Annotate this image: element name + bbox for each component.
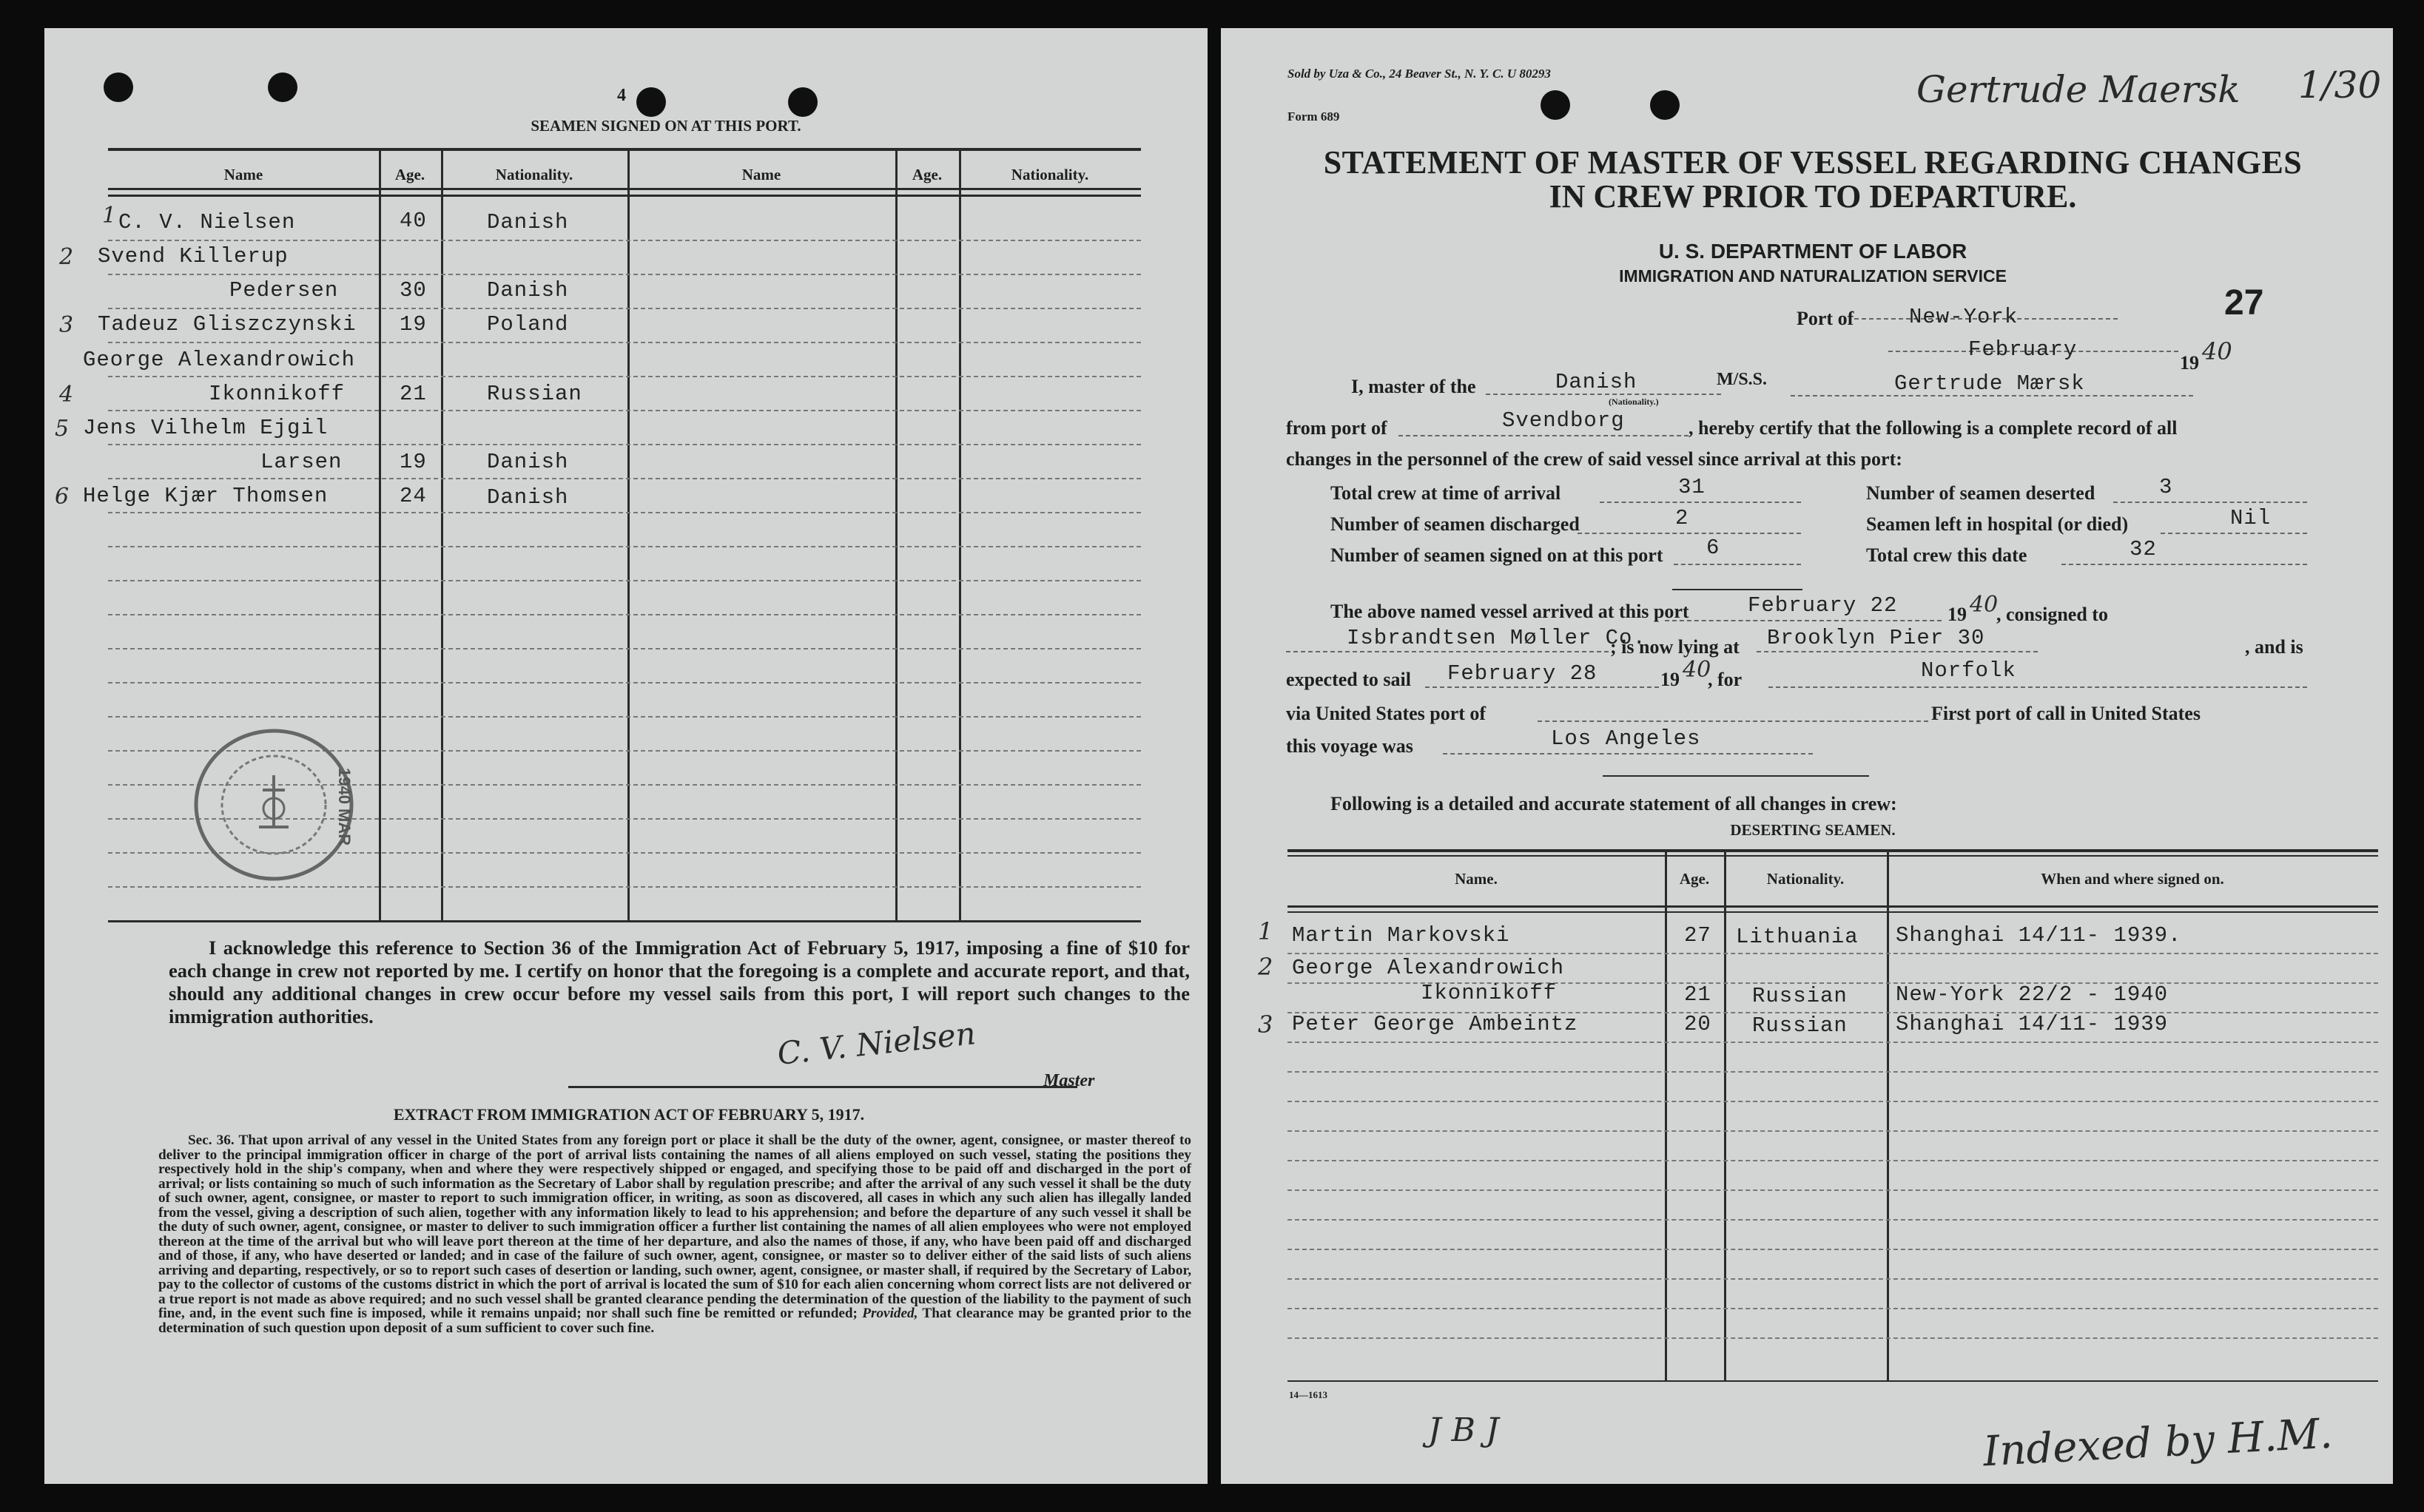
section-body: That upon arrival of any vessel in the United States from any foreign port or place it shall be the duty of the owner, agent, consignee, or master thereof to deliver to the principal immigration officer in charge of the port of arrival lists containing the names of all aliens employed on such vessel, stating the positions they respectively hold in the ship's company, when and where they were respectively shipped or engaged, and specifying those to be paid off and discharged in the port of arrival; or lists containing so much of such information as the Secretary of Labor shall by regulation prescribe; and after the arrival of any such vessel it shall be the duty of such owner, agent, consignee, or master to report to such immigration officer, in writing, as soon as discovered, all cases in which any such alien has illegally landed from the vessel, giving a description of such alien, together with any information likely to lead to his apprehension; and before the departure of any such vessel it shall be the duty of such owner, agent, consignee, or master to deliver to such immigration officer a further list containing the names of all alien employees who were not employed thereon at the time of the arrival but who will leave port thereon at the time of her departure, and also the names of those, if any, who have been paid off and discharged and of those, if any, who have deserted or landed; and in case of the failure of such owner, agent, consignee, or master so to deliver either of the said lists of such aliens arriving and departing, respectively, or so to report such cases of desertion or landing, such owner, agent, consignee, or master shall, if required by the Secretary of Labor, pay to the collector of customs of the customs district in which the port of arrival is located the sum of $10 for each alien concerning whom correct lists are not delivered or a true report is not made as above required; and no such vessel shall be granted clearance pending the determination of the question of the liability to the payment of such fine, and, in the event such fine is imposed, while it remains unpaid; nor shall such fine be remitted or refunded; — [158, 1133, 1191, 1321]
arrived-year-prefix: 19 — [1947, 604, 1967, 625]
deserter-name-cont: Ikonnikoff — [1421, 981, 1558, 1005]
deserted-value: 3 — [2159, 475, 2173, 499]
section-label: Sec. 36. — [188, 1133, 235, 1148]
deserter-name: Peter George Ambeintz — [1292, 1012, 1578, 1036]
deserter-nationality: Russian — [1752, 984, 1848, 1008]
col-header-name-2: Name — [741, 166, 781, 183]
consigned-label: , consigned to — [1996, 604, 2108, 625]
arrived-label: The above named vessel arrived at this port — [1330, 601, 1689, 622]
col-header-nationality: Nationality. — [495, 166, 573, 183]
form-title-line-1: STATEMENT OF MASTER OF VESSEL REGARDING CHANGES — [1323, 144, 2303, 180]
sail-year-prefix: 19 — [1660, 669, 1680, 690]
discharged-value: 2 — [1675, 506, 1689, 530]
deserter-signed-on: Shanghai 14/11- 1939 — [1896, 1012, 2169, 1036]
deserted-label: Number of seamen deserted — [1866, 482, 2095, 504]
seaman-age: 19 — [400, 312, 427, 337]
form-number: Form 689 — [1287, 109, 1340, 124]
section-title: SEAMEN SIGNED ON AT THIS PORT. — [531, 117, 801, 135]
consignee-value: Isbrandtsen Møller Co. — [1347, 626, 1646, 650]
signed-on-label: Number of seamen signed on at this port — [1330, 544, 1663, 566]
month-value: February — [1968, 337, 2078, 362]
seaman-name-cont: Larsen — [260, 450, 343, 474]
seaman-nationality: Danish — [487, 210, 569, 234]
col-header-name: Name. — [1455, 870, 1498, 888]
vessel-value: Gertrude Mærsk — [1894, 371, 2085, 396]
seaman-age: 24 — [400, 484, 427, 508]
row-number: 3 — [59, 312, 74, 338]
service: IMMIGRATION AND NATURALIZATION SERVICE — [1619, 266, 2007, 286]
seaman-age: 19 — [400, 450, 427, 474]
master-signature: C. V. Nielsen — [775, 1015, 977, 1072]
seaman-nationality: Danish — [487, 485, 569, 510]
arrived-date-value: February 22 — [1748, 593, 1898, 618]
deserter-nationality: Russian — [1752, 1013, 1848, 1038]
department: U. S. DEPARTMENT OF LABOR — [1658, 240, 1967, 263]
seaman-age: 40 — [400, 209, 427, 233]
page-number: 4 — [617, 86, 626, 105]
nationality-caption: (Nationality.) — [1609, 396, 1659, 407]
seaman-age: 21 — [400, 382, 427, 406]
for-label: , for — [1708, 669, 1743, 690]
sail-date-value: February 28 — [1447, 661, 1598, 686]
section-tail: That clearance may be granted prior to the determination of such question upon deposit of a sum sufficient to cover such fine. — [158, 1306, 1191, 1336]
punch-hole — [268, 72, 297, 102]
handwritten-initials: J B J — [1428, 1411, 1499, 1449]
row-number: 5 — [55, 416, 70, 442]
seaman-name-cont: Pedersen — [229, 278, 339, 303]
punch-hole — [1541, 90, 1570, 120]
left-form-page — [44, 28, 1208, 1484]
handwritten-vessel-name: Gertrude Maersk — [1916, 68, 2240, 111]
deserter-age: 21 — [1684, 982, 1711, 1007]
row-number: 1 — [1258, 917, 1273, 945]
seaman-nationality: Danish — [487, 450, 569, 474]
seaman-nationality: Danish — [487, 278, 569, 303]
certify-text-2: changes in the personnel of the crew of said vessel since arrival at this port: — [1286, 448, 1902, 470]
punch-hole — [104, 72, 133, 102]
total-crew-arrival-value: 31 — [1678, 475, 1706, 499]
seaman-name: Jens Vilhelm Ejgil — [83, 416, 329, 440]
row-number: 1 — [102, 203, 117, 229]
voyage-label: this voyage was — [1286, 735, 1413, 757]
punch-hole — [1650, 90, 1680, 120]
seaman-name-cont: Ikonnikoff — [209, 382, 346, 406]
punch-hole — [636, 87, 666, 117]
signed-on-value: 6 — [1706, 536, 1720, 560]
row-number: 4 — [59, 382, 74, 408]
row-number: 3 — [1258, 1010, 1273, 1039]
punch-hole — [788, 87, 818, 117]
port-value: New-York — [1909, 305, 2019, 329]
master-label: Master — [1043, 1071, 1095, 1090]
discharged-label: Number of seamen discharged — [1330, 513, 1580, 535]
sail-label: expected to sail — [1286, 669, 1411, 690]
deserter-age: 20 — [1684, 1012, 1711, 1036]
deserter-age: 27 — [1684, 923, 1711, 948]
stamp-date: 1940 MAR — [335, 768, 354, 846]
master-of-label: I, master of the — [1351, 376, 1476, 397]
deserter-nationality: Lithuania — [1736, 925, 1859, 949]
deserter-name: Martin Markovski — [1292, 923, 1510, 948]
lying-at-value: Brooklyn Pier 30 — [1767, 626, 1985, 650]
and-is-label: , and is — [2245, 636, 2303, 658]
handwritten-page-count: 1/30 — [2298, 64, 2382, 107]
deserter-signed-on: Shanghai 14/11- 1939. — [1896, 923, 2182, 948]
sheet-number: 27 — [2224, 283, 2264, 323]
col-header-nationality-2: Nationality. — [1011, 166, 1089, 183]
col-header-age-2: Age. — [912, 166, 943, 183]
destination-value: Norfolk — [1921, 658, 2016, 683]
footer-code: 14—1613 — [1289, 1389, 1327, 1400]
hospital-label: Seamen left in hospital (or died) — [1866, 513, 2129, 535]
port-stamp — [178, 716, 400, 894]
from-port-value: Svendborg — [1502, 408, 1625, 433]
first-port-value: Los Angeles — [1551, 726, 1701, 751]
sail-year-value: 40 — [1683, 657, 1711, 683]
col-header-name: Name — [223, 166, 263, 183]
lying-label: ; is now lying at — [1610, 636, 1740, 658]
total-crew-arrival-label: Total crew at time of arrival — [1330, 482, 1561, 504]
certify-text: , hereby certify that the following is a complete record of all — [1689, 417, 2178, 439]
from-port-label: from port of — [1286, 417, 1387, 439]
col-header-nationality: Nationality. — [1766, 870, 1845, 888]
total-crew-date-label: Total crew this date — [1866, 544, 2027, 566]
seaman-name: George Alexandrowich — [83, 348, 356, 372]
extract-title: EXTRACT FROM IMMIGRATION ACT OF FEBRUARY 5, 1917. — [393, 1105, 865, 1124]
seaman-nationality: Russian — [487, 382, 582, 406]
section-36-text — [158, 1133, 1191, 1335]
seaman-name: Tadeuz Gliszczynski — [98, 312, 357, 337]
provided-word: Provided, — [862, 1306, 918, 1321]
first-port-label: First port of call in United States — [1931, 703, 2201, 724]
arrived-year-value: 40 — [1970, 592, 1999, 618]
form-title-line-2: IN CREW PRIOR TO DEPARTURE. — [1549, 178, 2077, 215]
total-crew-date-value: 32 — [2130, 537, 2157, 561]
seaman-nationality: Poland — [487, 312, 569, 337]
following-text: Following is a detailed and accurate statement of all changes in crew: — [1330, 793, 1897, 814]
row-number: 6 — [55, 484, 70, 510]
col-header-signed-on: When and where signed on. — [2041, 870, 2224, 888]
acknowledgement-text: I acknowledge this reference to Section 36 of the Immigration Act of February 5, 1917, imposing a fine of $10 for each change in crew not reported by me. I certify on honor that the foregoing is a complete and accurate report, and that, should any additional changes in crew occur before my vessel sails from this port, I will report such changes to the immigration authorities. — [169, 936, 1190, 1027]
right-form-page — [1221, 28, 2393, 1484]
year-value: 40 — [2202, 337, 2232, 365]
ms-label: M/S.S. — [1717, 370, 1768, 389]
seaman-name: Svend Killerup — [98, 244, 289, 269]
seaman-name: C. V. Nielsen — [118, 210, 296, 234]
hospital-value: Nil — [2230, 506, 2272, 530]
col-header-age: Age. — [394, 166, 425, 183]
nationality-value: Danish — [1555, 370, 1637, 394]
seaman-age: 30 — [400, 278, 427, 303]
handwritten-indexed-note: Indexed by H.M. — [1982, 1409, 2334, 1476]
via-label: via United States port of — [1286, 703, 1487, 724]
row-number: 2 — [1258, 953, 1273, 981]
port-label: Port of — [1797, 308, 1854, 329]
col-header-age: Age. — [1679, 870, 1710, 888]
year-prefix: 19 — [2180, 352, 2199, 374]
printer-line: Sold by Uza & Co., 24 Beaver St., N. Y. C. U 80293 — [1287, 67, 1551, 81]
deserter-signed-on: New-York 22/2 - 1940 — [1896, 982, 2169, 1007]
row-number: 2 — [59, 244, 74, 270]
deserting-title: DESERTING SEAMEN. — [1730, 821, 1896, 839]
deserter-name: George Alexandrowich — [1292, 956, 1565, 980]
seaman-name: Helge Kjær Thomsen — [83, 484, 329, 508]
